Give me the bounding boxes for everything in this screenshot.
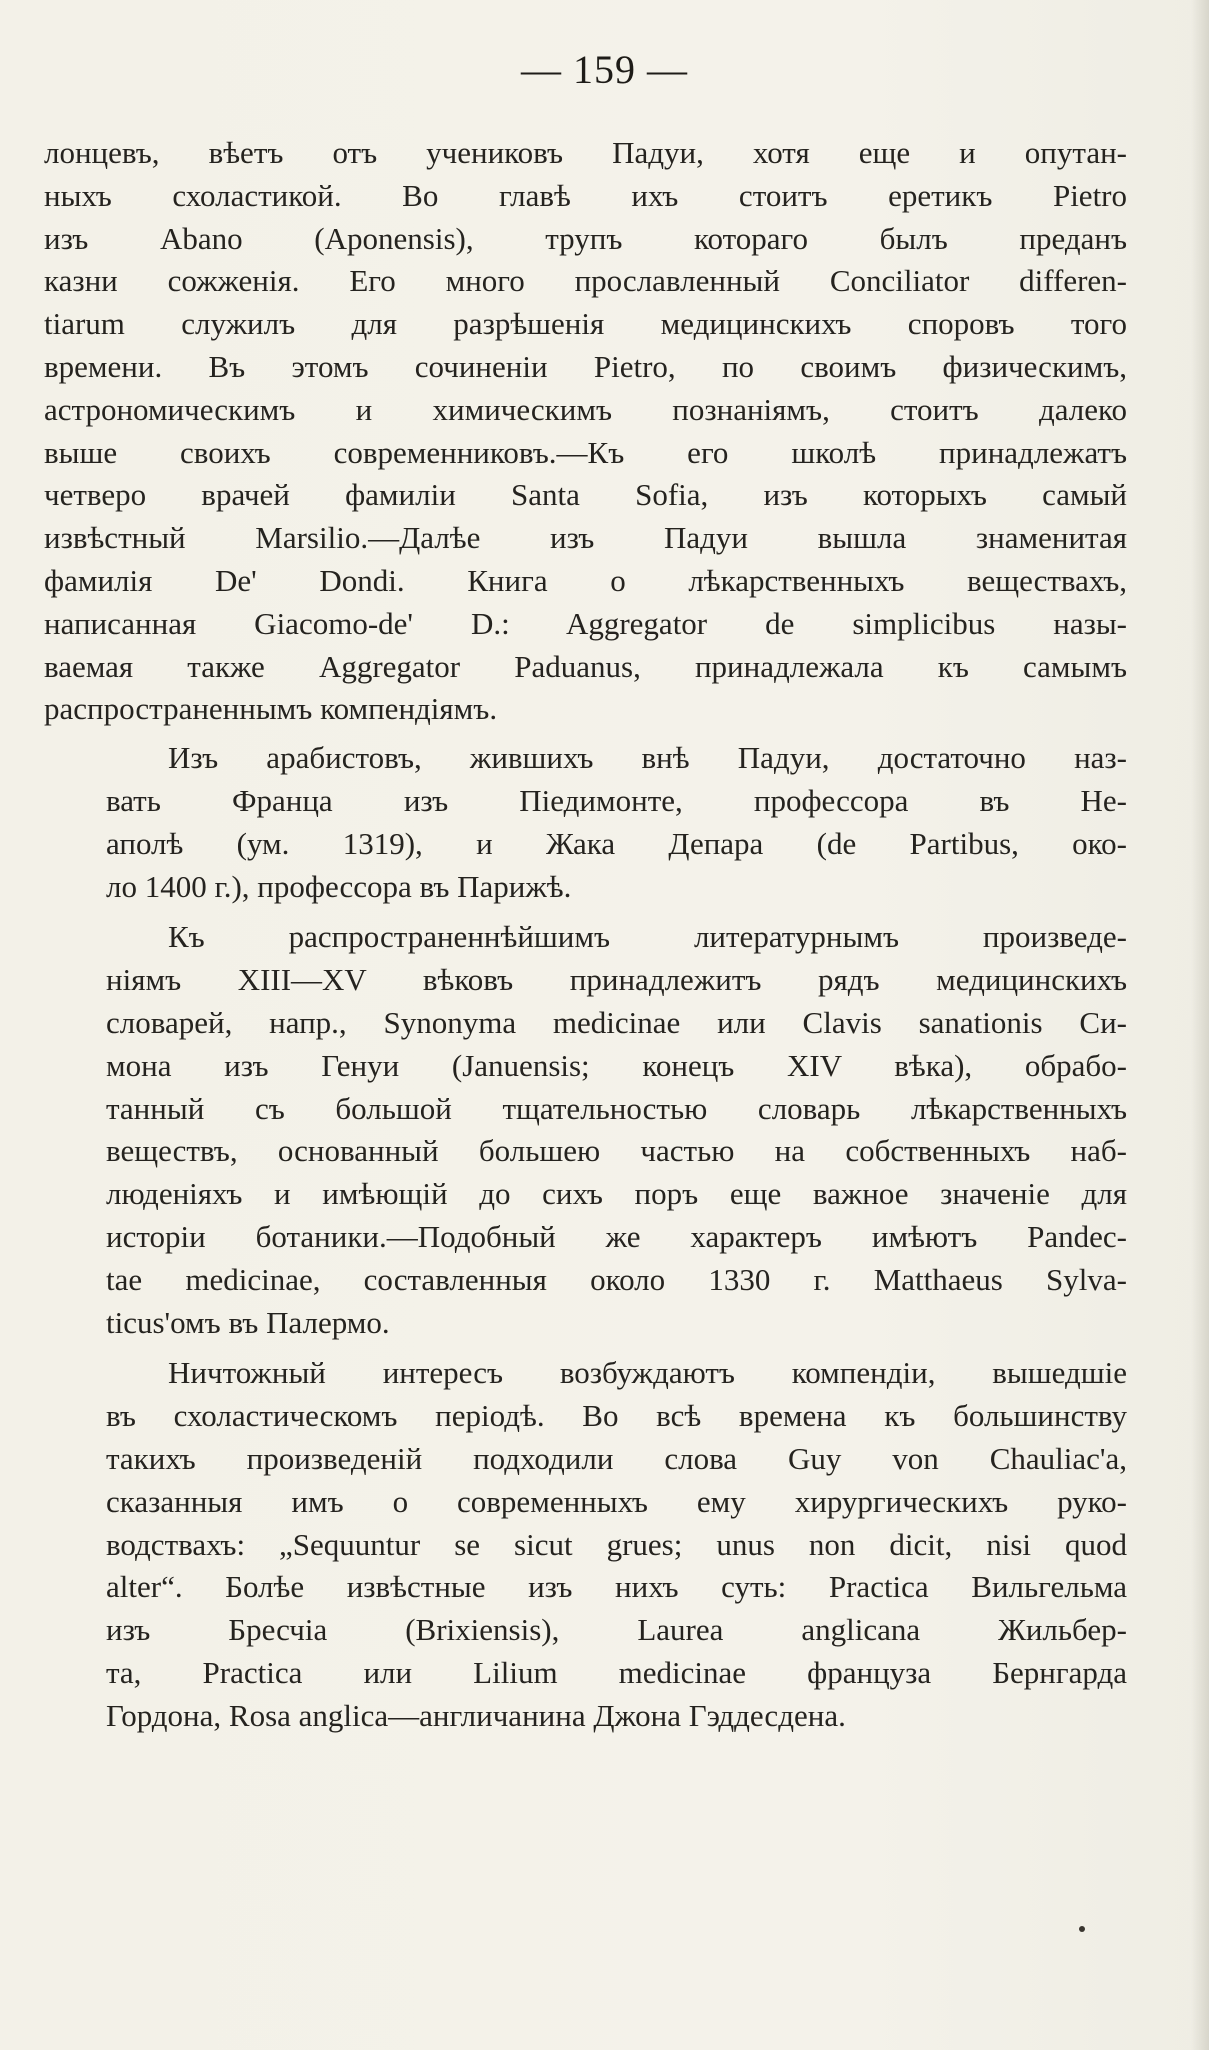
text-line: Ничтожный интересъ возбуждаютъ компендіи, вышедшіе bbox=[168, 1355, 1127, 1391]
paragraph-2 bbox=[44, 737, 1127, 908]
text-line: исторіи ботаники.—Подобный же характеръ имѣютъ Pandec- bbox=[106, 1218, 1127, 1254]
text-line: лонцевъ, вѣетъ отъ учениковъ Падуи, хотя еще и опутан- bbox=[44, 135, 1127, 170]
paragraph-3 bbox=[44, 916, 1127, 1344]
text-line: ваемая также Aggregator Paduanus, принадлежала къ самымъ bbox=[44, 648, 1127, 684]
text-line: сказанныя имъ о современныхъ ему хирургическихъ руко- bbox=[106, 1483, 1127, 1519]
paragraph-1 bbox=[44, 132, 1127, 731]
text-line: танный съ большой тщательностью словарь лѣкарственныхъ bbox=[106, 1090, 1127, 1126]
text-line: астрономическимъ и химическимъ познаніямъ, стоитъ далеко bbox=[44, 391, 1127, 427]
text-line: мона изъ Генуи (Januensis; конецъ XIV вѣка), обрабо- bbox=[106, 1047, 1127, 1083]
text-line: ныхъ схоластикой. Во главѣ ихъ стоитъ еретикъ Pietro bbox=[44, 177, 1127, 213]
page-number: — 159 — bbox=[521, 47, 688, 92]
text-line: времени. Въ этомъ сочиненіи Pietro, по своимъ физическимъ, bbox=[44, 348, 1127, 384]
text-line: выше своихъ современниковъ.—Къ его школѣ принадлежатъ bbox=[44, 434, 1127, 470]
text-line: извѣстный Marsilio.—Далѣе изъ Падуи вышла знаменитая bbox=[44, 520, 1127, 556]
paragraph-4 bbox=[44, 1352, 1127, 1737]
ink-speck bbox=[1079, 1926, 1085, 1932]
text-line: ніямъ XIII—XV вѣковъ принадлежитъ рядъ медицинскихъ bbox=[106, 962, 1127, 998]
text-line: распространеннымъ компендіямъ. bbox=[44, 691, 498, 727]
text-line: та, Practica или Lilium medicinae француза Бернгарда bbox=[106, 1654, 1127, 1690]
text-line: аполѣ (ум. 1319), и Жака Депара (de Partibus, око- bbox=[106, 825, 1127, 861]
text-line: alter“. Болѣе извѣстные изъ нихъ суть: Practica Вильгельма bbox=[106, 1569, 1127, 1605]
text-line: вать Франца изъ Піедимонте, профессора въ Не- bbox=[106, 782, 1127, 818]
text-line: Къ распространеннѣйшимъ литературнымъ произведе- bbox=[168, 919, 1127, 955]
text-line: людeніяхъ и имѣющій до сихъ поръ еще важное значеніе для bbox=[106, 1176, 1127, 1212]
text-line: такихъ произведеній подходили слова Guy von Chauliac'a, bbox=[106, 1440, 1127, 1476]
text-line: ло 1400 г.), профессора въ Парижѣ. bbox=[106, 868, 572, 904]
text-line: веществъ, основанный большею частью на собственныхъ наб- bbox=[106, 1133, 1127, 1169]
text-line: фамилія De' Dondi. Книга о лѣкарственныхъ веществахъ, bbox=[44, 562, 1127, 598]
page-edge-shadow bbox=[1191, 0, 1209, 2050]
text-line: tiarum служилъ для разрѣшенія медицинскихъ споровъ того bbox=[44, 306, 1127, 342]
body-text bbox=[44, 132, 1127, 1737]
text-line: Гордона, Rosa anglica—англичанина Джона Гэддесдена. bbox=[106, 1697, 846, 1733]
text-line: въ схоластическомъ періодѣ. Во всѣ времена къ большинству bbox=[106, 1398, 1127, 1434]
text-line: четверо врачей фамиліи Santa Sofia, изъ которыхъ самый bbox=[44, 477, 1127, 513]
text-line: написанная Giacomo-de' D.: Aggregator de simplicibus назы- bbox=[44, 605, 1127, 641]
text-line: водствахъ: „Sequuntur se sicut grues; unus non dicit, nisi quod bbox=[106, 1526, 1127, 1562]
text-line: изъ Бресчіа (Brixiensis), Laurea anglicana Жильбер- bbox=[106, 1612, 1127, 1648]
text-line: Изъ арабистовъ, жившихъ внѣ Падуи, достаточно наз- bbox=[168, 740, 1127, 776]
text-line: изъ Abano (Aponensis), трупъ котораго былъ преданъ bbox=[44, 220, 1127, 256]
text-line: tae medicinae, составленныя около 1330 г. Matthaeus Sylva- bbox=[106, 1261, 1127, 1297]
text-line: словарей, напр., Synonyma medicinae или Clavis sanationis Си- bbox=[106, 1004, 1127, 1040]
text-line: казни сожженія. Его много прославленный Conciliator differen- bbox=[44, 263, 1127, 299]
text-line: ticus'омъ въ Палермо. bbox=[106, 1304, 390, 1340]
